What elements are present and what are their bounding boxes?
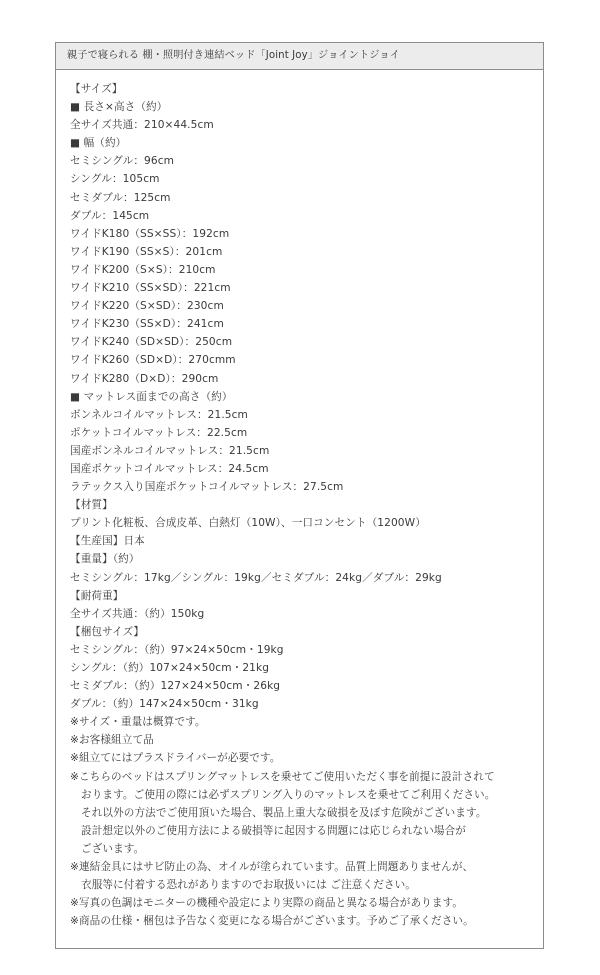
spec-line: ワイドK180（SS×SS）：192cm bbox=[70, 227, 230, 240]
spec-line: セミダブル：（約）127×24×50cm・26kg bbox=[70, 680, 281, 693]
spec-line: ございます。 bbox=[81, 842, 145, 855]
spec-line: 【サイズ】 bbox=[70, 83, 123, 95]
spec-line: ワイドK190（SS×S）：201cm bbox=[70, 245, 223, 258]
spec-line: ダブル：145cm bbox=[70, 209, 150, 222]
spec-line: ワイドK230（SS×D）：241cm bbox=[70, 318, 224, 331]
spec-line: セミシングル：（約）97×24×50cm・19kg bbox=[70, 643, 284, 656]
spec-line: セミダブル：125cm bbox=[70, 191, 171, 204]
product-title: 親子で寝られる 棚・照明付き連結ベッド「Joint Joy」ジョイントジョイ bbox=[56, 43, 543, 70]
spec-line: 衣服等に付着する恐れがありますのでお取扱いには ご注意ください。 bbox=[81, 879, 416, 892]
product-spec-box bbox=[55, 42, 544, 949]
spec-line: ワイドK260（SD×D）：270cmm bbox=[70, 354, 236, 367]
spec-line: ■ 長さ×高さ（約） bbox=[70, 101, 168, 114]
spec-line: ダブル：（約）147×24×50cm・31kg bbox=[70, 698, 259, 711]
spec-line: 設計想定以外のご使用方法による破損等に起因する問題には応じられない場合が bbox=[81, 824, 466, 837]
spec-line: セミシングル：17kg／シングル：19kg／セミダブル：24kg／ダブル：29kg bbox=[70, 571, 442, 584]
spec-line: ■ マットレス面までの高さ（約） bbox=[70, 390, 233, 403]
spec-line: ※サイズ・重量は概算です。 bbox=[70, 716, 206, 729]
spec-line: ポケットコイルマットレス：22.5cm bbox=[70, 426, 248, 439]
spec-line: ※連結金具にはサビ防止の為、オイルが塗られています。品質上問題ありませんが、 bbox=[70, 861, 474, 874]
spec-line: 【生産国】日本 bbox=[70, 535, 145, 548]
spec-line: 【耐荷重】 bbox=[70, 589, 124, 602]
spec-line: ※お客様組立て品 bbox=[70, 734, 154, 747]
spec-line: プリント化粧板、合成皮革、白熱灯（10W）、一口コンセント（1200W） bbox=[70, 517, 426, 530]
spec-line: ■ 幅（約） bbox=[70, 137, 127, 150]
spec-line: ワイドK280（D×D）：290cm bbox=[70, 372, 219, 385]
spec-line: 全サイズ共通：（約）150kg bbox=[70, 607, 205, 620]
spec-line: ※商品の仕様・梱包は予告なく変更になる場合がございます。予めご了承ください。 bbox=[70, 915, 474, 928]
spec-list bbox=[56, 70, 543, 930]
spec-line: セミシングル：96cm bbox=[70, 155, 175, 168]
spec-line: それ以外の方法でご使用頂いた場合、製品上重大な破損を及ぼす危険がございます。 bbox=[81, 806, 487, 819]
spec-line: ラテックス入り国産ポケットコイルマットレス：27.5cm bbox=[70, 481, 344, 494]
spec-line: ※写真の色調はモニターの機種や設定により実際の商品と異なる場合があります。 bbox=[70, 897, 464, 910]
spec-line: ワイドK210（SS×SD）：221cm bbox=[70, 282, 231, 295]
spec-line: 【梱包サイズ】 bbox=[70, 625, 145, 638]
spec-line: 全サイズ共通：210×44.5cm bbox=[70, 119, 214, 132]
spec-line: シングル：105cm bbox=[70, 173, 160, 186]
spec-line: ボンネルコイルマットレス：21.5cm bbox=[70, 408, 248, 421]
spec-line: ※組立てにはプラスドライバーが必要です。 bbox=[70, 752, 281, 765]
spec-line: ※こちらのベッドはスプリングマットレスを乗せてご使用いただく事を前提に設計されて bbox=[70, 770, 495, 783]
spec-line: シングル：（約）107×24×50cm・21kg bbox=[70, 662, 270, 674]
spec-line: ワイドK220（S×SD）：230cm bbox=[70, 300, 224, 313]
spec-line: 国産ボンネルコイルマットレス：21.5cm bbox=[70, 444, 270, 457]
spec-line: おります。ご使用の際には必ずスプリング入りのマットレスを乗せてご利用ください。 bbox=[81, 788, 496, 801]
spec-line: 国産ポケットコイルマットレス：24.5cm bbox=[70, 462, 269, 475]
spec-line: ワイドK200（S×S）：210cm bbox=[70, 263, 216, 276]
spec-line: 【重量】（約） bbox=[70, 553, 140, 566]
spec-line: ワイドK240（SD×SD）：250cm bbox=[70, 336, 233, 349]
spec-line: 【材質】 bbox=[70, 499, 113, 512]
